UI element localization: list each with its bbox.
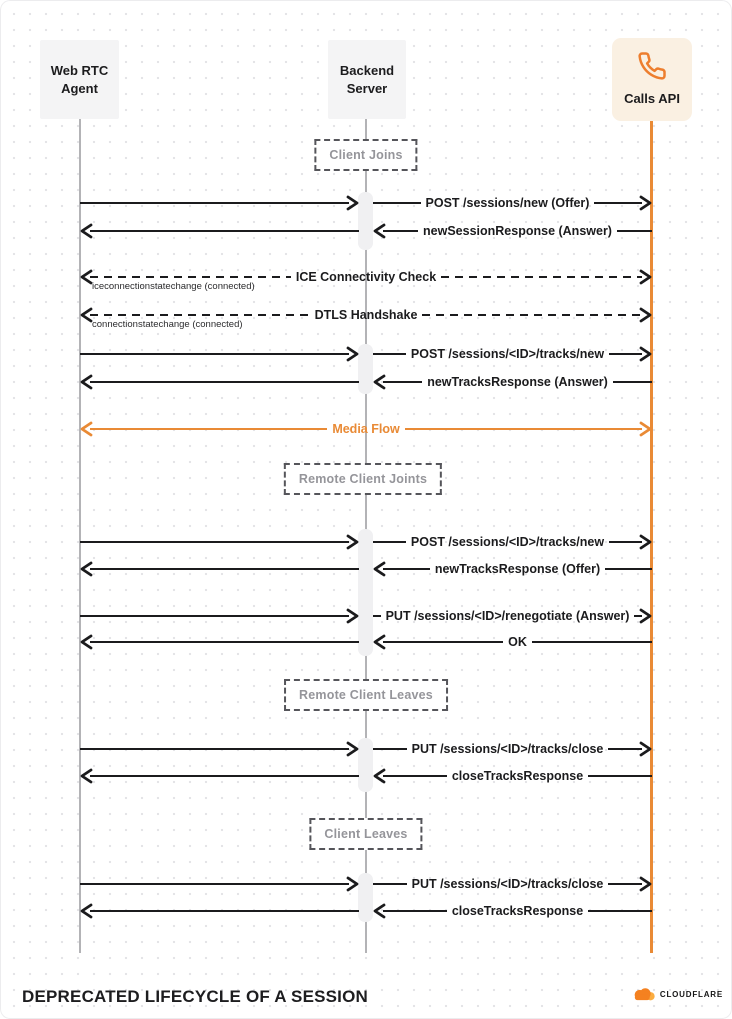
message-label: newTracksResponse (Offer) — [434, 562, 601, 576]
arrow-line — [608, 883, 642, 886]
section-box-remote-client-leaves — [284, 679, 448, 711]
message-arrow — [80, 223, 359, 239]
section-box-client-leaves — [309, 818, 422, 850]
cloudflare-logo-icon — [631, 987, 657, 1002]
activation-bar — [358, 873, 373, 922]
message-label: newSessionResponse (Answer) — [423, 224, 612, 238]
arrow-line — [609, 353, 642, 356]
arrow-line — [90, 568, 359, 571]
arrow-line — [373, 353, 406, 356]
section-box-client-joins — [314, 139, 417, 171]
arrowhead-right-icon — [639, 534, 652, 550]
message-arrow — [373, 903, 652, 919]
arrow-line — [80, 353, 349, 356]
message-label: PUT /sessions/<ID>/renegotiate (Answer) — [385, 609, 630, 623]
arrowhead-right-icon — [639, 741, 652, 757]
message-arrow — [80, 608, 359, 624]
arrow-line — [80, 541, 349, 544]
message-label: POST /sessions/new (Offer) — [425, 196, 590, 210]
arrow-line — [441, 276, 642, 279]
arrow-line — [609, 541, 642, 544]
actor-label: Calls API — [624, 91, 680, 107]
message-arrow — [80, 903, 359, 919]
arrow-line — [90, 428, 327, 431]
actor-label: Backend Server — [339, 62, 395, 96]
arrow-line — [80, 202, 349, 205]
actor-label: Web RTC Agent — [50, 62, 109, 96]
section-box-remote-client-joints — [284, 463, 442, 495]
arrowhead-right-icon — [639, 269, 652, 285]
arrow-line — [588, 910, 652, 913]
arrow-line — [90, 641, 359, 644]
message-label: Media Flow — [332, 422, 400, 436]
arrow-line — [422, 314, 642, 317]
message-label: DTLS Handshake — [314, 308, 418, 322]
message-label: newTracksResponse (Answer) — [427, 375, 608, 389]
arrow-line — [383, 775, 447, 778]
message-arrow — [80, 876, 359, 892]
arrow-line — [383, 381, 422, 384]
arrow-line — [373, 541, 406, 544]
message-label: POST /sessions/<ID>/tracks/new — [410, 347, 605, 361]
arrowhead-right-icon — [346, 876, 359, 892]
arrow-line — [80, 883, 349, 886]
arrow-line — [605, 568, 652, 571]
arrowhead-right-icon — [346, 346, 359, 362]
arrowhead-right-icon — [639, 421, 652, 437]
message-arrow — [373, 534, 652, 550]
arrowhead-right-icon — [639, 876, 652, 892]
arrow-line — [405, 428, 642, 431]
arrowhead-right-icon — [639, 608, 652, 624]
message-arrow — [373, 741, 652, 757]
arrowhead-right-icon — [639, 346, 652, 362]
actor-box-backend-server — [328, 40, 406, 119]
section-label: Remote Client Joints — [298, 472, 428, 486]
arrow-line — [90, 276, 291, 279]
activation-bar — [358, 344, 373, 394]
arrow-line — [90, 381, 359, 384]
arrowhead-right-icon — [346, 195, 359, 211]
message-arrow — [373, 195, 652, 211]
arrowhead-right-icon — [346, 741, 359, 757]
message-label: closeTracksResponse — [451, 904, 584, 918]
actor-box-webrtc-agent — [40, 40, 119, 119]
message-label: PUT /sessions/<ID>/tracks/close — [411, 877, 604, 891]
cloudflare-logo — [631, 987, 723, 1002]
arrow-line — [383, 230, 418, 233]
arrow-line — [608, 748, 642, 751]
section-label: Client Joins — [329, 148, 403, 162]
activation-bar — [358, 529, 373, 656]
section-label: Remote Client Leaves — [299, 688, 433, 702]
arrow-line — [588, 775, 652, 778]
message-arrow — [373, 634, 652, 650]
message-arrow — [80, 374, 359, 390]
arrow-line — [373, 883, 407, 886]
arrow-line — [90, 775, 359, 778]
event-note: iceconnectionstatechange (connected) — [92, 281, 255, 292]
message-arrow — [80, 195, 359, 211]
message-arrow — [373, 608, 652, 624]
activation-bar — [358, 738, 373, 792]
actor-box-calls-api — [612, 38, 692, 121]
message-arrow — [373, 374, 652, 390]
arrow-line — [594, 202, 642, 205]
message-arrow — [80, 561, 359, 577]
section-label: Client Leaves — [324, 827, 408, 841]
message-label: closeTracksResponse — [451, 769, 584, 783]
arrow-line — [383, 641, 503, 644]
arrow-line — [383, 910, 447, 913]
arrow-line — [80, 615, 349, 618]
message-arrow — [373, 346, 652, 362]
message-arrow — [80, 634, 359, 650]
arrowhead-right-icon — [639, 195, 652, 211]
activation-bar — [358, 192, 373, 250]
message-arrow — [373, 876, 652, 892]
cloudflare-wordmark: CLOUDFLARE — [659, 990, 723, 999]
arrow-line — [532, 641, 652, 644]
arrow-line — [90, 910, 359, 913]
message-arrow — [373, 561, 652, 577]
message-arrow — [80, 346, 359, 362]
arrow-line — [373, 202, 421, 205]
arrowhead-right-icon — [639, 307, 652, 323]
arrow-line — [613, 381, 652, 384]
arrow-line — [373, 748, 407, 751]
message-arrow — [80, 768, 359, 784]
diagram-title: DEPRECATED LIFECYCLE OF A SESSION — [22, 987, 369, 1006]
arrow-line — [80, 748, 349, 751]
message-arrow — [80, 534, 359, 550]
arrow-line — [373, 615, 381, 618]
message-arrow — [80, 741, 359, 757]
arrowhead-right-icon — [346, 534, 359, 550]
message-label: ICE Connectivity Check — [295, 270, 437, 284]
phone-icon — [637, 51, 667, 81]
arrow-line — [90, 230, 359, 233]
arrow-line — [90, 314, 310, 317]
message-arrow-media-flow — [80, 421, 652, 437]
event-note: connectionstatechange (connected) — [92, 319, 243, 330]
arrow-line — [383, 568, 430, 571]
message-label: OK — [508, 635, 527, 649]
arrow-line — [617, 230, 652, 233]
message-arrow — [373, 768, 652, 784]
message-label: POST /sessions/<ID>/tracks/new — [410, 535, 605, 549]
arrowhead-right-icon — [346, 608, 359, 624]
message-label: PUT /sessions/<ID>/tracks/close — [411, 742, 604, 756]
message-arrow — [373, 223, 652, 239]
